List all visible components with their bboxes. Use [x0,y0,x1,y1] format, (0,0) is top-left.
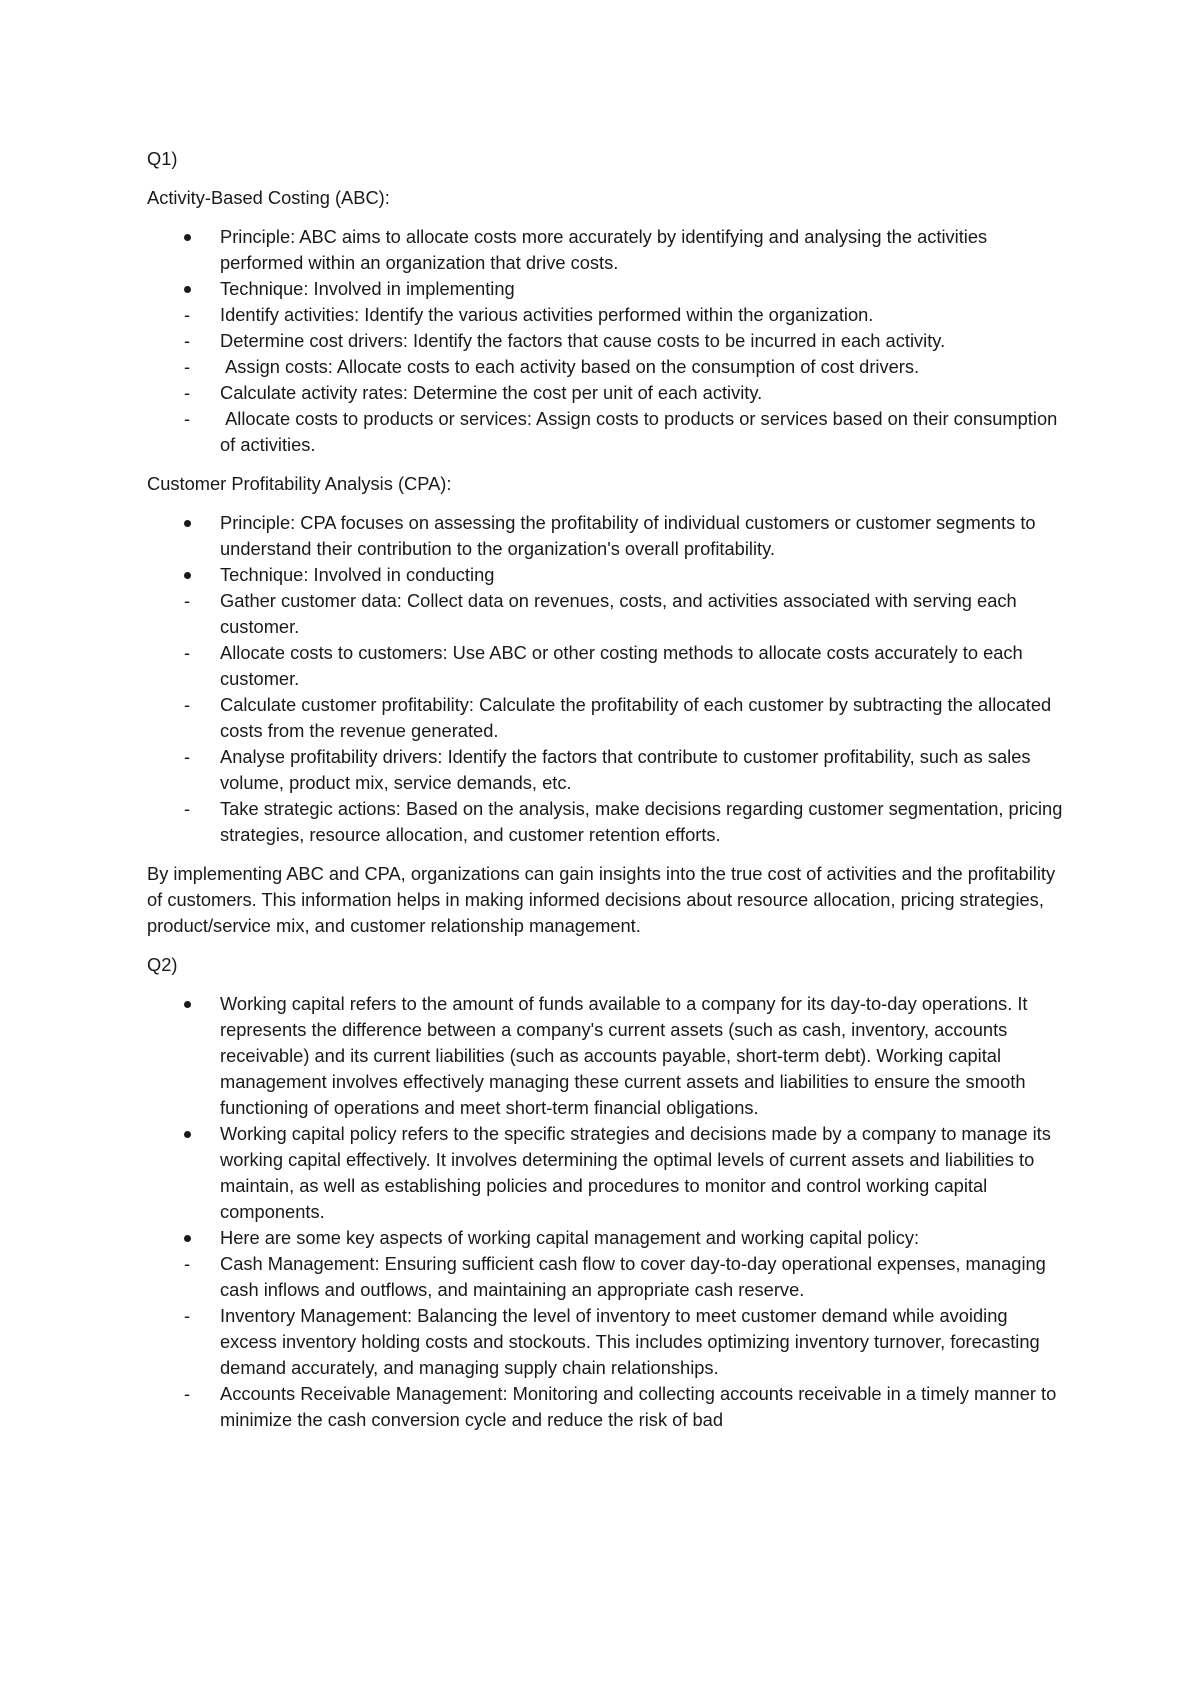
abc-technique-text: Technique: Involved in implementing [220,278,515,299]
bullet-icon [184,572,191,579]
cpa-step-text: Take strategic actions: Based on the analysis, make decisions regarding customer segmentation, pricing strategies, resource allocation, and customer retention efforts. [220,798,1063,845]
list-item [184,406,1067,458]
dash-icon: - [184,1383,191,1404]
abc-step-text: Assign costs: Allocate costs to each activity based on the consumption of cost drivers. [220,356,920,377]
document-page [147,146,1067,1446]
cpa-technique-item [147,562,1067,848]
abc-step-text: Determine cost drivers: Identify the factors that cause costs to be incurred in each activity. [220,330,946,351]
dash-icon: - [184,642,191,663]
q2-aspects-list [184,1251,1067,1433]
list-item [184,328,1067,354]
q1-conclusion: By implementing ABC and CPA, organizations can gain insights into the true cost of activities and the profitability of customers. This information helps in making informed decisions about resource allocation, pricing strategies, product/service mix, and customer relationship management. [147,863,1056,936]
list-item [184,302,1067,328]
q2-bullet-text: Here are some key aspects of working capital management and working capital policy: [220,1227,920,1248]
list-item [184,354,1067,380]
dash-icon: - [184,798,191,819]
cpa-technique-text: Technique: Involved in conducting [220,564,495,585]
abc-step-text: Calculate activity rates: Determine the cost per unit of each activity. [220,382,763,403]
abc-technique-item [147,276,1067,458]
dash-icon: - [184,1253,191,1274]
list-item [184,796,1067,848]
bullet-icon [184,234,191,241]
list-item [184,744,1067,796]
abc-heading: Activity-Based Costing (ABC): [147,187,390,208]
q2-aspect-text: Cash Management: Ensuring sufficient cash flow to cover day-to-day operational expenses, managing cash inflows and outflows, and maintaining an appropriate cash reserve. [220,1253,1046,1300]
cpa-step-text: Allocate costs to customers: Use ABC or other costing methods to allocate costs accurately to each customer. [220,642,1023,689]
dash-icon: - [184,356,191,377]
cpa-step-text: Gather customer data: Collect data on revenues, costs, and activities associated with serving each customer. [220,590,1017,637]
list-item [184,1381,1067,1433]
bullet-icon [184,520,191,527]
dash-icon: - [184,590,191,611]
cpa-bullet-list [147,510,1067,848]
abc-bullet-list [147,224,1067,458]
dash-icon: - [184,1305,191,1326]
bullet-icon [184,1001,191,1008]
cpa-steps-list [184,588,1067,848]
cpa-step-text: Calculate customer profitability: Calculate the profitability of each customer by subtracting the allocated costs from the revenue generated. [220,694,1052,741]
q2-bullet-working-capital [147,991,1067,1121]
list-item [184,380,1067,406]
list-item [184,692,1067,744]
q1-label: Q1) [147,148,178,169]
bullet-icon [184,286,191,293]
abc-principle-text: Principle: ABC aims to allocate costs more accurately by identifying and analysing the activities performed within an organization that drive costs. [220,226,988,273]
cpa-principle-item [147,510,1067,562]
abc-step-text: Identify activities: Identify the various activities performed within the organization. [220,304,874,325]
q2-aspect-text: Inventory Management: Balancing the level of inventory to meet customer demand while avoiding excess inventory holding costs and stockouts. This includes optimizing inventory turnover, forecasting demand accurately, and managing supply chain relationships. [220,1305,1040,1378]
dash-icon: - [184,382,191,403]
list-item [184,640,1067,692]
dash-icon: - [184,304,191,325]
bullet-icon [184,1235,191,1242]
q2-bullet-list [147,991,1067,1433]
dash-icon: - [184,330,191,351]
dash-icon: - [184,694,191,715]
cpa-principle-text: Principle: CPA focuses on assessing the profitability of individual customers or customer segments to understand their contribution to the organization's overall profitability. [220,512,1036,559]
q2-bullet-policy [147,1121,1067,1225]
q2-bullet-aspects [147,1225,1067,1433]
q2-bullet-text: Working capital refers to the amount of funds available to a company for its day-to-day operations. It represents the difference between a company's current assets (such as cash, inventory, accounts receivable) and its current liabilities (such as accounts payable, short-term debt). Working capital management involves effectively managing these current assets and liabilities to ensure the smooth functioning of operations and meet short-term financial obligations. [220,993,1028,1118]
cpa-step-text: Analyse profitability drivers: Identify the factors that contribute to customer profitability, such as sales volume, product mix, service demands, etc. [220,746,1031,793]
q2-label: Q2) [147,954,178,975]
q2-aspect-text: Accounts Receivable Management: Monitoring and collecting accounts receivable in a timely manner to minimize the cash conversion cycle and reduce the risk of bad [220,1383,1057,1430]
cpa-heading: Customer Profitability Analysis (CPA): [147,473,452,494]
list-item [184,1251,1067,1303]
abc-principle-item [147,224,1067,276]
abc-step-text: Allocate costs to products or services: Assign costs to products or services based on their consumption of activities. [220,408,1063,455]
bullet-icon [184,1131,191,1138]
list-item [184,1303,1067,1381]
abc-steps-list [184,302,1067,458]
dash-icon: - [184,746,191,767]
list-item [184,588,1067,640]
q2-bullet-text: Working capital policy refers to the specific strategies and decisions made by a company to manage its working capital effectively. It involves determining the optimal levels of current assets and liabilities to maintain, as well as establishing policies and procedures to monitor and control working capital components. [220,1123,1051,1222]
dash-icon: - [184,408,191,429]
